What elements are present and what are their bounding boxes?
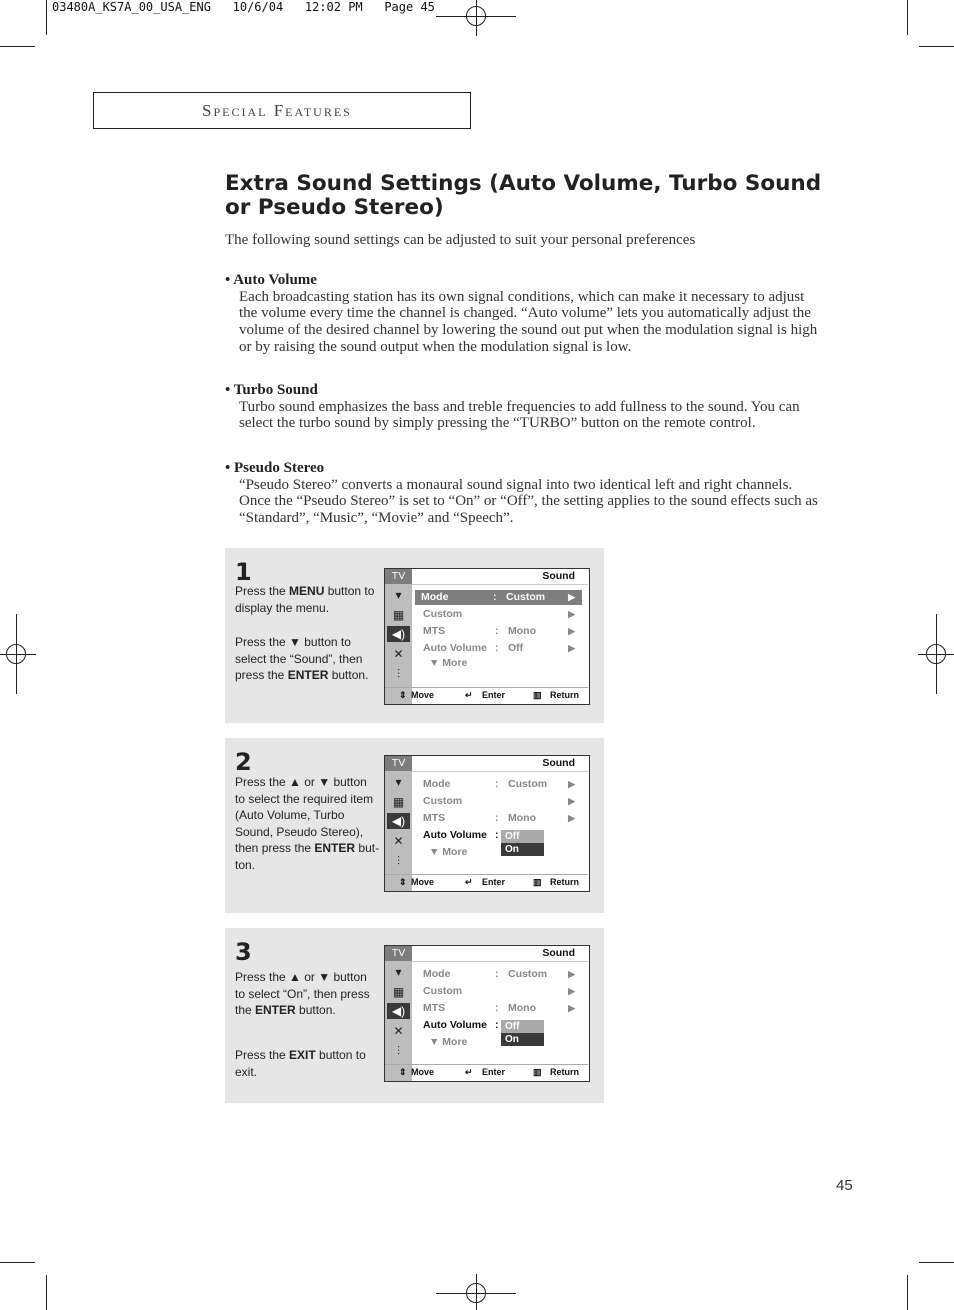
arrow-right-icon: ▶ bbox=[568, 969, 575, 979]
arrow-right-icon: ▶ bbox=[568, 609, 575, 619]
channel-icon: ▦ bbox=[392, 608, 405, 622]
step-3-panel bbox=[225, 928, 604, 1103]
speaker-icon: ◀) bbox=[387, 813, 410, 829]
menu-title-bar bbox=[412, 756, 588, 772]
speaker-icon: ◀) bbox=[387, 1003, 410, 1019]
channel-icon: ▦ bbox=[392, 985, 405, 999]
option-on[interactable]: On bbox=[501, 843, 544, 856]
feature-title: • Turbo Sound bbox=[225, 382, 318, 398]
return-icon: ▥ bbox=[533, 690, 542, 700]
enter-icon: ↵ bbox=[465, 1067, 473, 1077]
option-on[interactable]: On bbox=[501, 1033, 544, 1046]
feature-pseudo-stereo bbox=[225, 460, 825, 527]
arrow-right-icon: ▶ bbox=[568, 643, 575, 653]
menu-title: Sound bbox=[542, 947, 575, 959]
menu-more[interactable]: ▼ More bbox=[429, 657, 468, 669]
page-number: 45 bbox=[836, 1177, 853, 1194]
tv-label: TV bbox=[385, 946, 412, 961]
menu-title-bar bbox=[412, 946, 588, 962]
arrow-right-icon: ▶ bbox=[568, 626, 575, 636]
picture-icon: ▾ bbox=[395, 588, 402, 602]
move-icon: ⇕ bbox=[399, 877, 407, 887]
feature-desc: Turbo sound emphasizes the bass and treble frequencies to add fullness to the sound. You can select the turbo sound by simply pressing the “TURBO” button on the remote control. bbox=[239, 398, 800, 432]
enter-icon: ↵ bbox=[465, 877, 473, 887]
tv-label: TV bbox=[385, 756, 412, 771]
menu-row-mode[interactable]: Mode : Custom ▶ bbox=[415, 590, 582, 605]
crop-mark bbox=[907, 0, 908, 35]
picture-icon: ▾ bbox=[395, 965, 402, 979]
return-icon: ▥ bbox=[533, 877, 542, 887]
menu-row-mts[interactable]: MTS : Mono ▶ bbox=[423, 625, 575, 637]
antenna-icon: ✕ bbox=[393, 834, 404, 848]
crop-mark bbox=[0, 1262, 35, 1263]
step-2-panel bbox=[225, 738, 604, 913]
menu-row-auto-volume[interactable]: Auto Volume : bbox=[423, 829, 499, 841]
menu-footer: ⇕ Move ↵ Enter ▥ Return bbox=[385, 687, 588, 704]
menu-row-mts[interactable]: MTS : Mono ▶ bbox=[423, 1002, 575, 1014]
setup-icon: ⫶ bbox=[396, 667, 400, 681]
intro-text: The following sound settings can be adjusted to suit your personal preferences bbox=[225, 232, 696, 248]
menu-title-bar bbox=[412, 569, 588, 585]
tv-menu-screen bbox=[384, 945, 590, 1082]
arrow-right-icon: ▶ bbox=[568, 986, 575, 996]
arrow-right-icon: ▶ bbox=[568, 779, 575, 789]
arrow-right-icon: ▶ bbox=[568, 1003, 575, 1013]
tv-label: TV bbox=[385, 569, 412, 584]
registration-mark-icon bbox=[466, 6, 486, 26]
speaker-icon: ◀) bbox=[387, 626, 410, 642]
step-instruction: Press the ▲ or ▼ button to select “On”, then press the ENTER button. bbox=[235, 970, 370, 1017]
feature-desc: Each broadcasting station has its own signal conditions, which can make it necessary to adjust the volume every time the channel is changed. “Auto volume” lets you automatically adjust the volume of the desired channel by lowering the sound out put when the modulation signal is high or by raising the sound output when the modulation signal is low. bbox=[239, 288, 818, 355]
page-title: Extra Sound Settings (Auto Volume, Turbo Sound or Pseudo Stereo) bbox=[225, 171, 822, 220]
step-instruction: Press the EXIT button to exit. bbox=[235, 1048, 366, 1079]
step-number: 1 bbox=[235, 558, 252, 586]
crop-mark bbox=[46, 0, 47, 35]
crop-mark bbox=[0, 46, 35, 47]
antenna-icon: ✕ bbox=[393, 1024, 404, 1038]
return-icon: ▥ bbox=[533, 1067, 542, 1077]
channel-icon: ▦ bbox=[392, 795, 405, 809]
step-instruction: Press the ▲ or ▼ button to select the required item (Auto Volume, Turbo Sound, Pseudo Stereo), then press the ENTER but-ton. bbox=[235, 775, 380, 872]
feature-title: • Pseudo Stereo bbox=[225, 460, 325, 476]
feature-auto-volume bbox=[225, 272, 825, 356]
menu-footer: ⇕ Move ↵ Enter ▥ Return bbox=[385, 1064, 588, 1081]
feature-turbo-sound bbox=[225, 382, 825, 432]
tv-menu-screen bbox=[384, 568, 590, 705]
crop-mark bbox=[919, 46, 954, 47]
menu-row-mode[interactable]: Mode : Custom ▶ bbox=[423, 968, 575, 980]
feature-title: • Auto Volume bbox=[225, 272, 317, 288]
menu-row-custom[interactable]: Custom ▶ bbox=[423, 608, 575, 620]
option-off[interactable]: Off bbox=[501, 830, 544, 843]
menu-title: Sound bbox=[542, 757, 575, 769]
arrow-right-icon: ▶ bbox=[568, 796, 575, 806]
menu-row-mts[interactable]: MTS : Mono ▶ bbox=[423, 812, 575, 824]
registration-mark-icon bbox=[926, 644, 946, 664]
registration-mark-icon bbox=[6, 644, 26, 664]
menu-row-custom[interactable]: Custom ▶ bbox=[423, 795, 575, 807]
antenna-icon: ✕ bbox=[393, 647, 404, 661]
move-icon: ⇕ bbox=[399, 690, 407, 700]
crop-mark bbox=[46, 1275, 47, 1310]
step-number: 3 bbox=[235, 938, 252, 966]
menu-row-mode[interactable]: Mode : Custom ▶ bbox=[423, 778, 575, 790]
step-instruction: Press the MENU button to display the menu. bbox=[235, 584, 375, 615]
option-off[interactable]: Off bbox=[501, 1020, 544, 1033]
arrow-right-icon: ▶ bbox=[568, 813, 575, 823]
crop-mark bbox=[907, 1275, 908, 1310]
crop-mark bbox=[919, 1262, 954, 1263]
print-slug: 03480A_KS7A_00_USA_ENG 10/6/04 12:02 PM Page 45 bbox=[52, 0, 435, 14]
registration-mark-icon bbox=[466, 1283, 486, 1303]
section-header bbox=[93, 92, 471, 129]
menu-footer: ⇕ Move ↵ Enter ▥ Return bbox=[385, 874, 588, 891]
menu-row-auto-volume[interactable]: Auto Volume : bbox=[423, 1019, 499, 1031]
menu-more[interactable]: ▼ More bbox=[429, 846, 468, 858]
menu-more[interactable]: ▼ More bbox=[429, 1036, 468, 1048]
section-title: Special Features bbox=[202, 101, 352, 120]
setup-icon: ⫶ bbox=[396, 1044, 400, 1058]
feature-desc: “Pseudo Stereo” converts a monaural sound signal into two identical left and right channels. Once the “Pseudo Stereo” is set to “On” or “Off”, the setting applies to the sound effects such as “Standard”, “Music”, “Movie” and “Speech”. bbox=[239, 476, 818, 527]
step-number: 2 bbox=[235, 748, 252, 776]
picture-icon: ▾ bbox=[395, 775, 402, 789]
step-instruction: Press the ▼ button to select the “Sound”, then press the ENTER button. bbox=[235, 635, 369, 682]
enter-icon: ↵ bbox=[465, 690, 473, 700]
step-1-panel bbox=[225, 548, 604, 723]
move-icon: ⇕ bbox=[399, 1067, 407, 1077]
menu-row-auto-volume[interactable]: Auto Volume : Off ▶ bbox=[423, 642, 575, 654]
menu-title: Sound bbox=[542, 570, 575, 582]
arrow-right-icon: ▶ bbox=[568, 592, 575, 602]
setup-icon: ⫶ bbox=[396, 854, 400, 868]
menu-row-custom[interactable]: Custom ▶ bbox=[423, 985, 575, 997]
tv-menu-screen bbox=[384, 755, 590, 892]
